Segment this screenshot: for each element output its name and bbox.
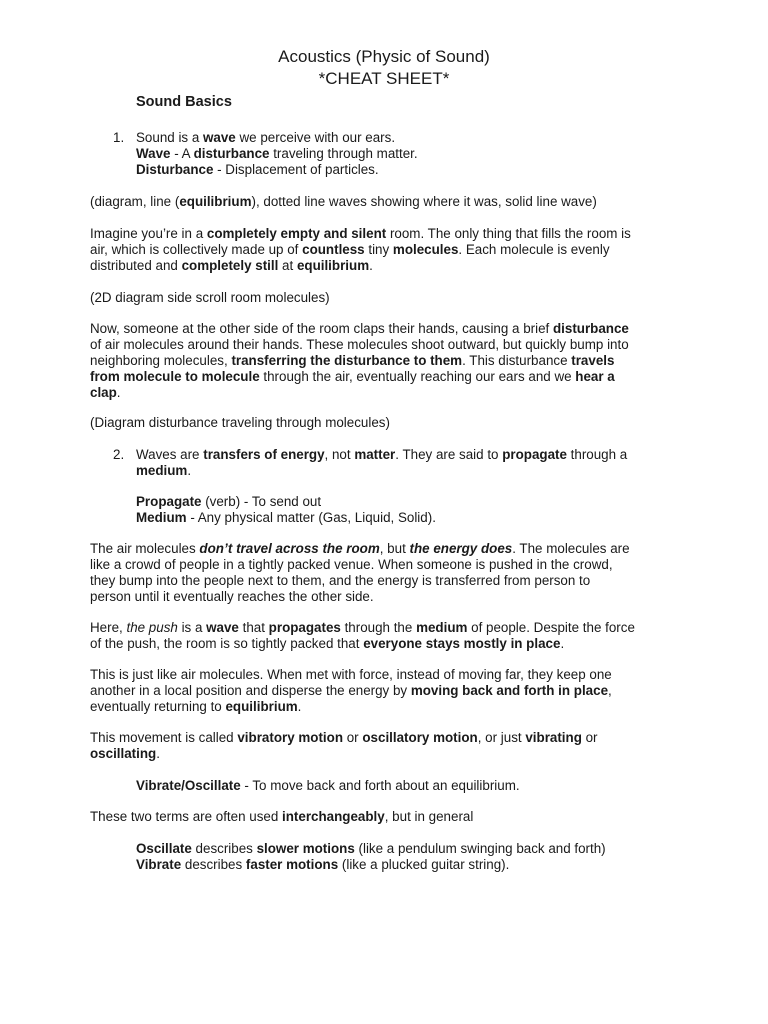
item1-line1: Sound is a wave we perceive with our ears. [136, 130, 396, 145]
list-number-2: 2. [113, 447, 125, 462]
item1-line3: Disturbance - Displacement of particles. [136, 162, 379, 177]
definition-vibrate-oscillate: Vibrate/Oscillate - To move back and forth about an equilibrium. [136, 778, 520, 793]
diagram-note-1: (diagram, line (equilibrium), dotted line waves showing where it was, solid line wave) [90, 194, 597, 209]
title-line-1: Acoustics (Physic of Sound) [278, 47, 490, 66]
paragraph-clap: Now, someone at the other side of the room claps their hands, causing a brief disturbance of air molecules around their hands. These molecules shoot outward, but quickly bump into neighboring molecules, transferring the disturbance to them. This disturbance travels from molecule to molecule through the air, eventually reaching our ears and we hear a clap. [90, 321, 629, 400]
title-line-2: *CHEAT SHEET* [318, 69, 450, 88]
definition-medium: Medium - Any physical matter (Gas, Liquid, Solid). [136, 510, 436, 525]
paragraph-crowd: The air molecules don’t travel across the room, but the energy does. The molecules are like a crowd of people in a tightly packed venue. When someone is pushed in the crowd, they bump into the people next to them, and the energy is transferred from person to person until it eventually reaches the other side. [90, 541, 630, 604]
item1-line2: Wave - A disturbance traveling through matter. [136, 146, 418, 161]
diagram-note-3: (Diagram disturbance traveling through molecules) [90, 415, 390, 430]
list-item-2: Waves are transfers of energy, not matter. They are said to propagate through a medium. [136, 447, 628, 478]
definition-vibrate: Vibrate describes faster motions (like a plucked guitar string). [136, 857, 510, 872]
paragraph-air: This is just like air molecules. When met with force, instead of moving far, they keep one another in a local position and disperse the energy by moving back and forth in place, eventually returning to equilibrium. [90, 667, 612, 714]
comparison-block [136, 841, 676, 873]
definitions-block [136, 494, 676, 526]
list-number-1: 1. [113, 130, 125, 145]
definition-oscillate: Oscillate describes slower motions (like a pendulum swinging back and forth) [136, 841, 606, 856]
paragraph-terms: These two terms are often used interchangeably, but in general [90, 809, 474, 824]
list-item-1 [136, 130, 676, 178]
definition-propagate: Propagate (verb) - To send out [136, 494, 322, 509]
document-title [0, 46, 768, 90]
diagram-note-2: (2D diagram side scroll room molecules) [90, 290, 330, 305]
paragraph-push: Here, the push is a wave that propagates through the medium of people. Despite the force of the push, the room is so tightly packed that everyone stays mostly in place. [90, 620, 635, 651]
paragraph-motion: This movement is called vibratory motion or oscillatory motion, or just vibrating or oscillating. [90, 730, 598, 761]
section-heading: Sound Basics [136, 94, 232, 110]
paragraph-room: Imagine you’re in a completely empty and silent room. The only thing that fills the room is air, which is collectively made up of countless tiny molecules. Each molecule is evenly distributed and completely still at equilibrium. [90, 226, 631, 273]
